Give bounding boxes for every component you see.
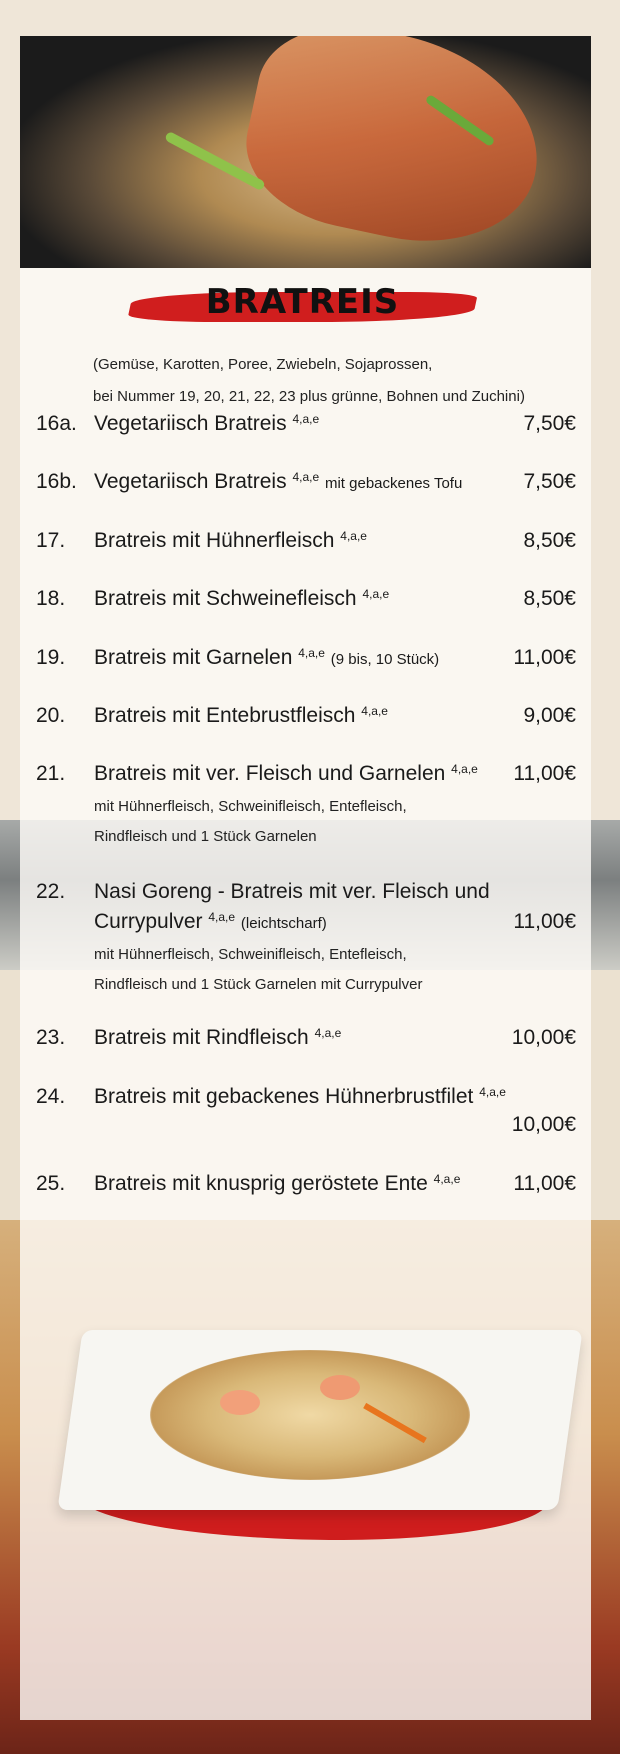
menu-item [36, 1026, 576, 1056]
menu-item [36, 1085, 576, 1115]
item-price: 8,50€ [523, 587, 576, 610]
item-name: Vegetariisch Bratreis $^{4,a,e}$ mit gebackenes Tofu [94, 470, 463, 493]
item-name: Bratreis mit ver. Fleisch und Garnelen $^{4,a,e}$ [94, 762, 478, 785]
item-number: 24. [36, 1085, 66, 1108]
menu-item [36, 1172, 576, 1202]
item-price: 10,00€ [511, 1026, 576, 1049]
item-number: 23. [36, 1026, 66, 1049]
allergen-codes: 4,a,e [479, 1085, 506, 1099]
menu-item [36, 880, 576, 910]
item-note: (9 bis, 10 Stück) [330, 651, 440, 668]
intro-line-2: bei Nummer 19, 20, 21, 22, 23 plus grünne, Bohnen und Zuchini) [93, 388, 525, 405]
item-price: 11,00€ [513, 910, 576, 933]
item-number: 18. [36, 587, 66, 610]
allergen-codes: 4,a,e [292, 412, 320, 426]
menu-item [36, 646, 576, 676]
item-price: 10,00€ [511, 1113, 576, 1136]
menu-item [36, 412, 576, 442]
item-number: 16a. [36, 412, 77, 435]
allergen-codes: 4,a,e [208, 910, 236, 924]
item-name: Vegetariisch Bratreis $^{4,a,e}$ [94, 412, 320, 435]
item-name: Bratreis mit Entebrustfleisch $^{4,a,e}$ [94, 704, 388, 727]
item-number: 20. [36, 704, 66, 727]
menu-item [36, 470, 576, 500]
intro-line-1: (Gemüse, Karotten, Poree, Zwiebeln, Sojaprossen, [93, 356, 433, 373]
item-name: Nasi Goreng - Bratreis mit ver. Fleisch und [94, 880, 490, 903]
item-name: Bratreis mit Schweinefleisch $^{4,a,e}$ [94, 587, 390, 610]
item-price: 8,50€ [523, 529, 576, 552]
item-number: 17. [36, 529, 66, 552]
menu-item [36, 762, 576, 792]
menu-item [36, 529, 576, 559]
shrimp [220, 1390, 260, 1415]
item-name: Currypulver $^{4,a,e}$ (leichtscharf) [94, 910, 327, 933]
allergen-codes: 4,a,e [340, 529, 367, 543]
item-number: 22. [36, 880, 66, 903]
item-note: (leichtscharf) [240, 915, 327, 932]
duck-slices [232, 36, 557, 264]
allergen-codes: 4,a,e [314, 1026, 342, 1040]
shrimp-fried-rice-photo [60, 1330, 570, 1560]
allergen-codes: 4,a,e [292, 470, 320, 484]
item-description: mit Hühnerfleisch, Schweinifleisch, Entefleisch, [94, 798, 407, 815]
item-price: 9,00€ [523, 704, 576, 727]
item-number: 19. [36, 646, 66, 669]
item-number: 21. [36, 762, 66, 785]
menu-item [36, 587, 576, 617]
item-price: 11,00€ [513, 762, 576, 785]
shrimp [320, 1375, 360, 1400]
fried-rice-duck-photo [20, 36, 591, 268]
item-description: Rindfleisch und 1 Stück Garnelen mit Currypulver [94, 976, 423, 993]
item-name: Bratreis mit Garnelen $^{4,a,e}$ (9 bis, 10 Stück) [94, 646, 440, 669]
page-title: BRATREIS [205, 282, 400, 322]
item-name: Bratreis mit Rindfleisch $^{4,a,e}$ [94, 1026, 342, 1049]
item-description: mit Hühnerfleisch, Schweinifleisch, Entefleisch, [94, 946, 407, 963]
item-price: 7,50€ [523, 412, 576, 435]
item-description: Rindfleisch und 1 Stück Garnelen [94, 828, 317, 845]
title-block [130, 278, 475, 328]
allergen-codes: 4,a,e [433, 1172, 461, 1186]
item-price: 7,50€ [523, 470, 576, 493]
allergen-codes: 4,a,e [451, 762, 478, 776]
item-name: Bratreis mit gebackenes Hühnerbrustfilet $^{4,a,e}$ [94, 1085, 506, 1108]
item-name: Bratreis mit Hühnerfleisch $^{4,a,e}$ [94, 529, 367, 552]
allergen-codes: 4,a,e [362, 587, 390, 601]
menu-item-price-row [36, 1113, 576, 1143]
item-price: 11,00€ [513, 1172, 576, 1195]
menu-item [36, 704, 576, 734]
rice [150, 1350, 470, 1480]
item-number: 16b. [36, 470, 77, 493]
item-name: Bratreis mit knusprig geröstete Ente $^{4,a,e}$ [94, 1172, 461, 1195]
allergen-codes: 4,a,e [361, 704, 388, 718]
item-note: mit gebackenes Tofu [324, 475, 463, 492]
item-number: 25. [36, 1172, 66, 1195]
menu-item-continued [36, 910, 576, 940]
item-price: 11,00€ [513, 646, 576, 669]
allergen-codes: 4,a,e [298, 646, 325, 660]
